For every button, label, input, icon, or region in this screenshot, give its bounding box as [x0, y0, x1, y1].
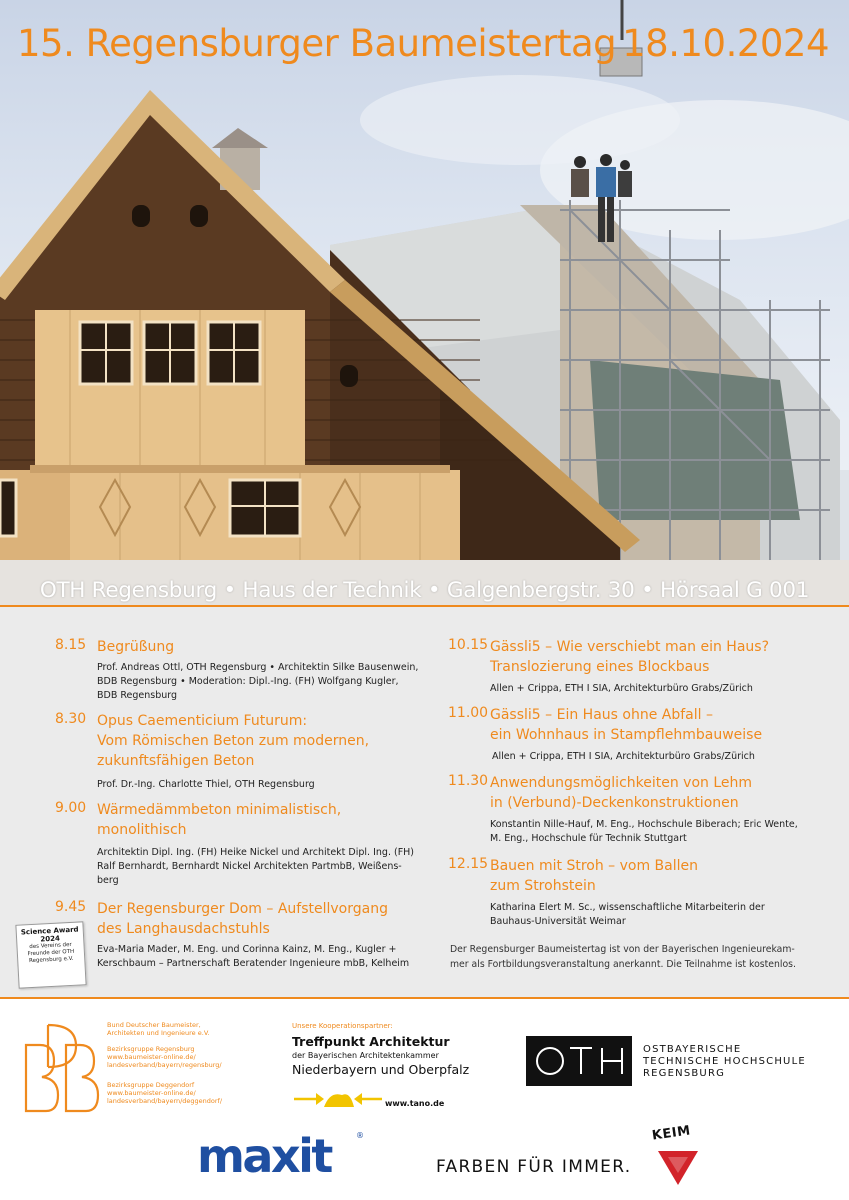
bdb-link[interactable]: landesverband/bayern/regensburg/ — [107, 1061, 222, 1069]
speaker-line: BDB Regensburg • Moderation: Dipl.-Ing. (FH) Wolfgang Kugler, — [97, 676, 399, 687]
program-speakers — [490, 818, 798, 846]
oth-logo-mark — [526, 1036, 632, 1086]
registered-mark: ® — [356, 1131, 364, 1140]
program-title-line: Begrüßung — [97, 639, 175, 655]
program-title-line: in (Verbund)-Deckenkonstruktionen — [490, 795, 739, 811]
program-speakers — [492, 750, 755, 764]
speaker-line: Ralf Bernhardt, Bernhardt Nickel Architekten PartmbB, Weißens- — [97, 861, 402, 872]
science-award-badge — [15, 921, 86, 988]
program-speakers — [490, 682, 753, 696]
program-time: 11.00 — [448, 705, 489, 721]
program-time: 12.15 — [448, 856, 489, 872]
speaker-line: Architektin Dipl. Ing. (FH) Heike Nickel und Architekt Dipl. Ing. (FH) — [97, 847, 415, 858]
oth-name-line: REGENSBURG — [643, 1068, 726, 1079]
program-title — [490, 637, 769, 677]
program-title-line: Gässli5 – Ein Haus ohne Abfall – — [490, 707, 713, 723]
program-title — [97, 899, 388, 939]
program-time: 9.00 — [55, 800, 87, 816]
event-date: 18.10.2024 — [622, 22, 829, 65]
program-time: 8.30 — [55, 711, 87, 727]
venue-line: OTH Regensburg • Haus der Technik • Galgenbergstr. 30 • Hörsaal G 001 — [39, 578, 810, 603]
oth-logo — [526, 1036, 632, 1086]
program-title-line: zukunftsfähigen Beton — [97, 753, 255, 769]
bdb-org-name — [107, 1021, 210, 1037]
program-title-line: zum Strohstein — [490, 878, 596, 894]
speaker-line: Kerschbaum – Partnerschaft Beratender Ingenieure mbB, Kelheim — [97, 958, 410, 969]
speaker-line: Katharina Elert M. Sc., wissenschaftliche Mitarbeiterin der — [490, 902, 765, 913]
award-title: Science Award — [20, 925, 79, 937]
program-title — [97, 637, 174, 657]
program-title-line: Der Regensburger Dom – Aufstellvorgang — [97, 901, 388, 917]
award-line: des Vereins der — [29, 941, 72, 951]
bdb-logo — [20, 1019, 104, 1115]
program-speakers — [97, 846, 414, 888]
program-title — [490, 773, 752, 813]
oth-name-line: OSTBAYERISCHE — [643, 1044, 742, 1055]
speaker-line: berg — [97, 875, 119, 886]
bdb-line: Bezirksgruppe Regensburg — [107, 1045, 195, 1053]
program-title-line: Anwendungsmöglichkeiten von Lehm — [490, 775, 753, 791]
keim-triangle-icon — [656, 1147, 700, 1187]
oth-name-line: TECHNISCHE HOCHSCHULE — [643, 1056, 806, 1067]
program-title-line: Gässli5 – Wie verschiebt man ein Haus? — [490, 639, 770, 655]
note-line: mer als Fortbildungsveranstaltung anerkannt. Die Teilnahme ist kostenlos. — [450, 959, 796, 970]
program-title — [97, 711, 369, 771]
program-time: 10.15 — [448, 637, 489, 653]
bdb-line: Architekten und Ingenieure e.V. — [107, 1029, 210, 1037]
bdb-link[interactable]: www.baumeister-online.de/ — [107, 1089, 196, 1097]
program-title-line: ein Wohnhaus in Stampflehmbauweise — [490, 727, 763, 743]
program-title — [97, 800, 341, 840]
partner-subtitle: der Bayerischen Architektenkammer — [292, 1051, 439, 1060]
award-line: Freunde der OTH — [27, 948, 75, 958]
program-title-line: Bauen mit Stroh – vom Ballen — [490, 858, 699, 874]
program-time: 11.30 — [448, 773, 489, 789]
program-title — [490, 856, 698, 896]
award-year: 2024 — [40, 934, 61, 944]
program-title-line: Wärmedämmbeton minimalistisch, — [97, 802, 342, 818]
keim-wordmark: KEIM — [651, 1123, 692, 1144]
bdb-line: Bund Deutscher Baumeister, — [107, 1021, 201, 1029]
program-speakers — [97, 943, 409, 971]
maxit-logo: maxit — [197, 1129, 331, 1183]
partner-link[interactable]: www.tano.de — [385, 1099, 445, 1108]
speaker-line: Prof. Dr.-Ing. Charlotte Thiel, OTH Regensburg — [97, 779, 315, 790]
accreditation-note — [450, 942, 796, 972]
bdb-group-regensburg — [107, 1045, 222, 1069]
note-line: Der Regensburger Baumeistertag ist von der Bayerischen Ingenieurekam- — [450, 944, 795, 955]
program-time: 9.45 — [55, 899, 87, 915]
partner-label: Unsere Kooperationspartner: — [292, 1022, 393, 1030]
partner-name: Treffpunkt Architektur — [292, 1034, 450, 1049]
partner-region: Niederbayern und Oberpfalz — [292, 1062, 470, 1077]
program-title-line: des Langhausdachstuhls — [97, 921, 270, 937]
speaker-line: Prof. Andreas Ottl, OTH Regensburg • Architektin Silke Bausenwein, — [97, 662, 419, 673]
program-speakers — [97, 661, 418, 703]
bdb-line: Bezirksgruppe Deggendorf — [107, 1081, 195, 1089]
program-title-line: Opus Caementicium Futurum: — [97, 713, 308, 729]
program-title-line: Vom Römischen Beton zum modernen, — [97, 733, 370, 749]
program-speakers — [97, 778, 315, 792]
speaker-line: Allen + Crippa, ETH I SIA, Architekturbüro Grabs/Zürich — [490, 683, 753, 694]
speaker-line: Eva-Maria Mader, M. Eng. und Corinna Kainz, M. Eng., Kugler + — [97, 944, 397, 955]
speaker-line: Konstantin Nille-Hauf, M. Eng., Hochschule Biberach; Eric Wente, — [490, 819, 798, 830]
program-speakers — [490, 901, 765, 929]
tano-arrows-icon — [292, 1087, 384, 1111]
speaker-line: M. Eng., Hochschule für Technik Stuttgart — [490, 833, 687, 844]
speaker-line: Allen + Crippa, ETH I SIA, Architekturbüro Grabs/Zürich — [492, 751, 755, 762]
speaker-line: BDB Regensburg — [97, 690, 178, 701]
program-title-line: monolithisch — [97, 822, 187, 838]
award-line: Regensburg e.V. — [28, 955, 74, 965]
program-time: 8.15 — [55, 637, 87, 653]
event-title: 15. Regensburger Baumeistertag — [17, 22, 617, 65]
program-title-line: Translozierung eines Blockbaus — [490, 659, 710, 675]
bdb-link[interactable]: www.baumeister-online.de/ — [107, 1053, 196, 1061]
footer-logos — [0, 999, 849, 1200]
keim-slogan: FARBEN FÜR IMMER. — [436, 1157, 632, 1177]
speaker-line: Bauhaus-Universität Weimar — [490, 916, 626, 927]
bdb-group-deggendorf — [107, 1081, 222, 1105]
bdb-link[interactable]: landesverband/bayern/deggendorf/ — [107, 1097, 223, 1105]
program-title — [490, 705, 762, 745]
